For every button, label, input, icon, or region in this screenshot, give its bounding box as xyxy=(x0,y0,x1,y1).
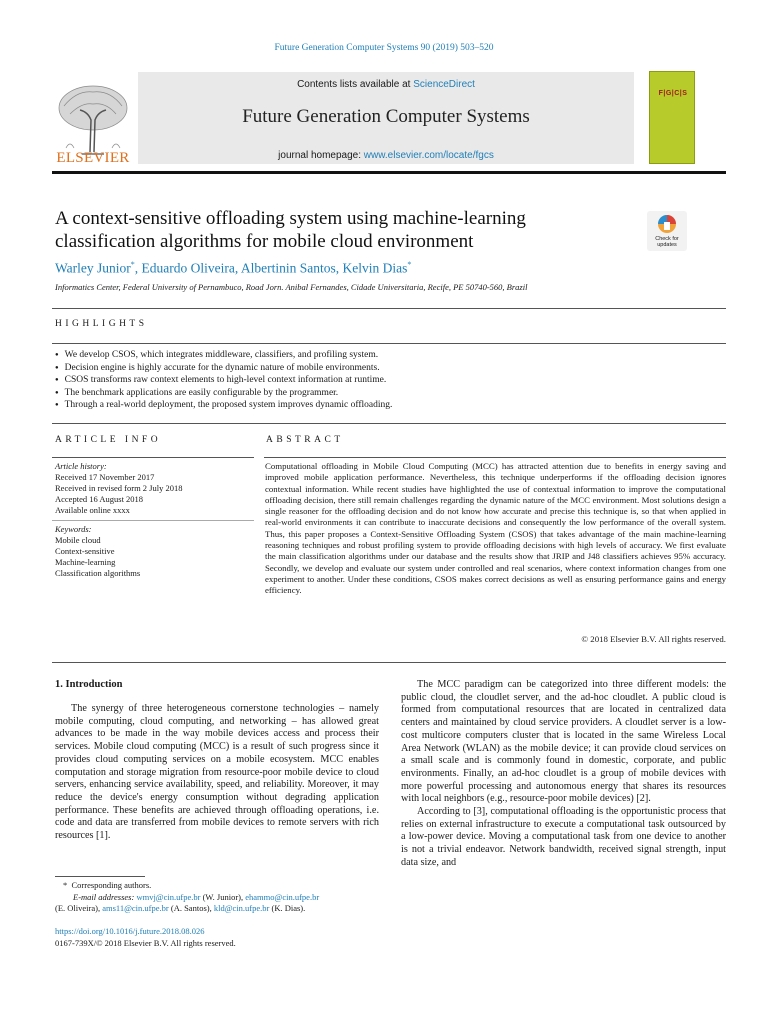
keywords-label: Keywords: xyxy=(55,524,92,534)
publisher-wordmark: ELSEVIER xyxy=(56,150,130,166)
author-separator: , xyxy=(335,260,343,276)
footnote xyxy=(55,880,385,915)
keyword: Classification algorithms xyxy=(55,568,141,578)
homepage-line xyxy=(138,150,634,161)
article-info-heading: ARTICLE INFO xyxy=(55,435,162,445)
highlights-heading: HIGHLIGHTS xyxy=(55,319,148,329)
author-name[interactable]: Eduardo Oliveira xyxy=(141,260,235,276)
highlights-list xyxy=(55,349,715,412)
footnote-mark: * xyxy=(63,880,68,890)
section-divider xyxy=(52,457,254,458)
section-divider xyxy=(52,308,726,309)
email-link[interactable]: ehammo@cin.ufpe.br xyxy=(245,891,320,902)
highlight-item: ● The benchmark applications are easily configurable by the programmer. xyxy=(55,387,715,400)
highlight-item: ● Decision engine is highly accurate for the dynamic nature of mobile environments. xyxy=(55,362,715,375)
introduction-heading: 1. Introduction xyxy=(55,679,123,690)
author-separator: , xyxy=(234,260,241,276)
section-divider xyxy=(264,457,726,458)
abstract-heading: ABSTRACT xyxy=(266,435,344,445)
introduction-paragraph: The synergy of three heterogeneous cornerstone technologies – namely mobile computing, cloud computing, and networking – has allowed great advances to be made in the way mobile devices access and process their services. Mobile cloud computing (MCC) is a result of such progress since it provides cloud computing services on a mobile ecosystem. MCC enables computation and storage migration from resource-poor mobile device to cloud servers, enhancing service availability, speed, and reliability. Moreover, it may reduce the device's energy consumption without degrading application performance. These benefits are achieved through offloading operations, i.e. code and data are transferred from mobile devices to remote servers with rich resources [1]. xyxy=(55,703,379,842)
keyword: Context-sensitive xyxy=(55,546,115,556)
footnote-divider xyxy=(55,876,145,877)
introduction-paragraph: According to [3], computational offloading is the opportunistic process that relies on external infrastructure to execute a computational task outsourced by a low-power device. Moving a computational task from one device to another is not a trivial endeavor. Network bandwidth, received signal strength, input data size, and xyxy=(401,806,726,868)
paper-title: A context-sensitive offloading system using machine-learning classification algorithms for mobile cloud environment xyxy=(55,208,526,252)
history-label: Article history: xyxy=(55,461,107,471)
introduction-paragraph: The MCC paradigm can be categorized into three different models: the public cloud, the cloudlet server, and the ad-hoc cloudlet. A public cloud is formed from computational resources that are located in centralized data centers and maintained by cloud service providers. A cloudlet server is a low-cost multicore computers cluster that is located in the same Wireless Local Area Network (WLAN) as the mobile device; it can provide cloud services on a small scale and is commonly found in domestic, corporate, and public environments. Finally, an ad-hoc cloudlet is a group of mobile devices with more powerful processing and autonomous energy that shares its resources with local neighbors (e.g., resource-poor mobile devices) [2]. xyxy=(401,679,726,805)
journal-cover-image xyxy=(649,71,695,164)
abstract-copyright: © 2018 Elsevier B.V. All rights reserved. xyxy=(581,634,726,644)
introduction-right-column xyxy=(401,679,726,870)
corresponding-text: Corresponding authors. xyxy=(71,880,152,890)
history-entry: Available online xxxx xyxy=(55,505,130,515)
doi-link[interactable]: https://doi.org/10.1016/j.future.2018.08.026 xyxy=(55,926,205,936)
doi-block xyxy=(55,926,385,949)
corresponding-mark: * xyxy=(130,260,135,269)
email-label: E-mail addresses: xyxy=(73,891,135,902)
email-link[interactable]: kld@cin.ufpe.br xyxy=(213,903,270,913)
email-line xyxy=(55,903,385,915)
email-owner: (A. Santos), xyxy=(170,903,212,913)
email-line xyxy=(55,892,385,904)
author-name[interactable]: Albertinin Santos xyxy=(240,260,336,276)
section-divider xyxy=(52,662,726,663)
email-owner: (E. Oliveira), xyxy=(55,903,101,913)
affiliation: Informatics Center, Federal University of Pernambuco, Road Jorn. Anibal Fernandes, Cidade Universitaria, Recife, PE 50740-560, Brazil xyxy=(55,282,528,292)
author-name[interactable]: Kelvin Dias xyxy=(342,260,408,276)
cover-title: F|G|C|S xyxy=(658,90,688,97)
sciencedirect-link[interactable]: ScienceDirect xyxy=(413,79,475,90)
author-name[interactable]: Warley Junior xyxy=(55,260,131,276)
check-for-updates-label[interactable]: Check for updates xyxy=(655,236,679,248)
history-entry: Accepted 16 August 2018 xyxy=(55,494,144,504)
journal-reference[interactable]: Future Generation Computer Systems 90 (2019) 503–520 xyxy=(274,43,494,53)
homepage-prefix: journal homepage: xyxy=(278,150,364,161)
history-entry: Received 17 November 2017 xyxy=(55,472,155,482)
keyword: Machine-learning xyxy=(55,557,116,567)
homepage-link[interactable]: www.elsevier.com/locate/fgcs xyxy=(363,150,494,161)
author-separator: , xyxy=(134,260,142,276)
abstract-body: Computational offloading in Mobile Cloud Computing (MCC) has attracted attention due to benefits in energy saving and improved mobile application performance. Nevertheless, this technique underperforms if the offloading decision ignores contextual information. While recent studies have highlighted the use of contextual information to improve the computational offloading decision, there still remain challenges regarding the dynamic nature of the MCC environment. Most solutions design a single reasoner for the offloading decision and do not know how accurate and precise this technique is, so that when applied in real-world environments it can contribute to inaccurate decisions and consequently the low performance of the overall system. Thus, this paper proposes a Context-Sensitive Offloading System (CSOS) that takes advantage of the main machine-learning reasoning techniques and robust profiling system to provide offloading decisions with high levels of accuracy. We first evaluate the main classification algorithms under our database and the results show that JRIP and J48 classifiers achieves 95% accuracy. Secondly, we develop and evaluate our system under controlled and real scenarios, where context information changes from one experiment to another. Under these conditions, CSOS makes correct decisions as well as ensuring performance gains and energy efficiency. xyxy=(265,461,726,596)
corresponding-mark: * xyxy=(407,260,412,269)
contents-prefix: Contents lists available at xyxy=(297,79,414,90)
section-divider xyxy=(52,423,726,424)
author-list xyxy=(55,260,411,277)
email-owner: (W. Junior), xyxy=(202,891,244,902)
section-divider xyxy=(52,343,726,344)
issn-line: 0167-739X/© 2018 Elsevier B.V. All rights reserved. xyxy=(55,937,236,948)
keyword: Mobile cloud xyxy=(55,535,101,545)
contents-line xyxy=(138,79,634,90)
highlight-item: ● Through a real-world deployment, the proposed system improves dynamic offloading. xyxy=(55,399,715,412)
keywords-divider xyxy=(52,520,254,521)
article-history xyxy=(55,461,255,516)
highlight-item: ● We develop CSOS, which integrates middleware, classifiers, and profiling system. xyxy=(55,349,715,362)
journal-title: Future Generation Computer Systems xyxy=(242,106,530,127)
email-link[interactable]: wmvj@cin.ufpe.br xyxy=(136,891,201,902)
history-entry: Received in revised form 2 July 2018 xyxy=(55,483,183,493)
email-link[interactable]: ams11@cin.ufpe.br xyxy=(102,903,169,913)
keywords xyxy=(55,524,255,579)
header-divider xyxy=(52,171,726,174)
email-owner: (K. Dias). xyxy=(271,903,306,913)
corresponding-note xyxy=(55,880,385,892)
highlight-item: ● CSOS transforms raw context elements to high-level context information at runtime. xyxy=(55,374,715,387)
